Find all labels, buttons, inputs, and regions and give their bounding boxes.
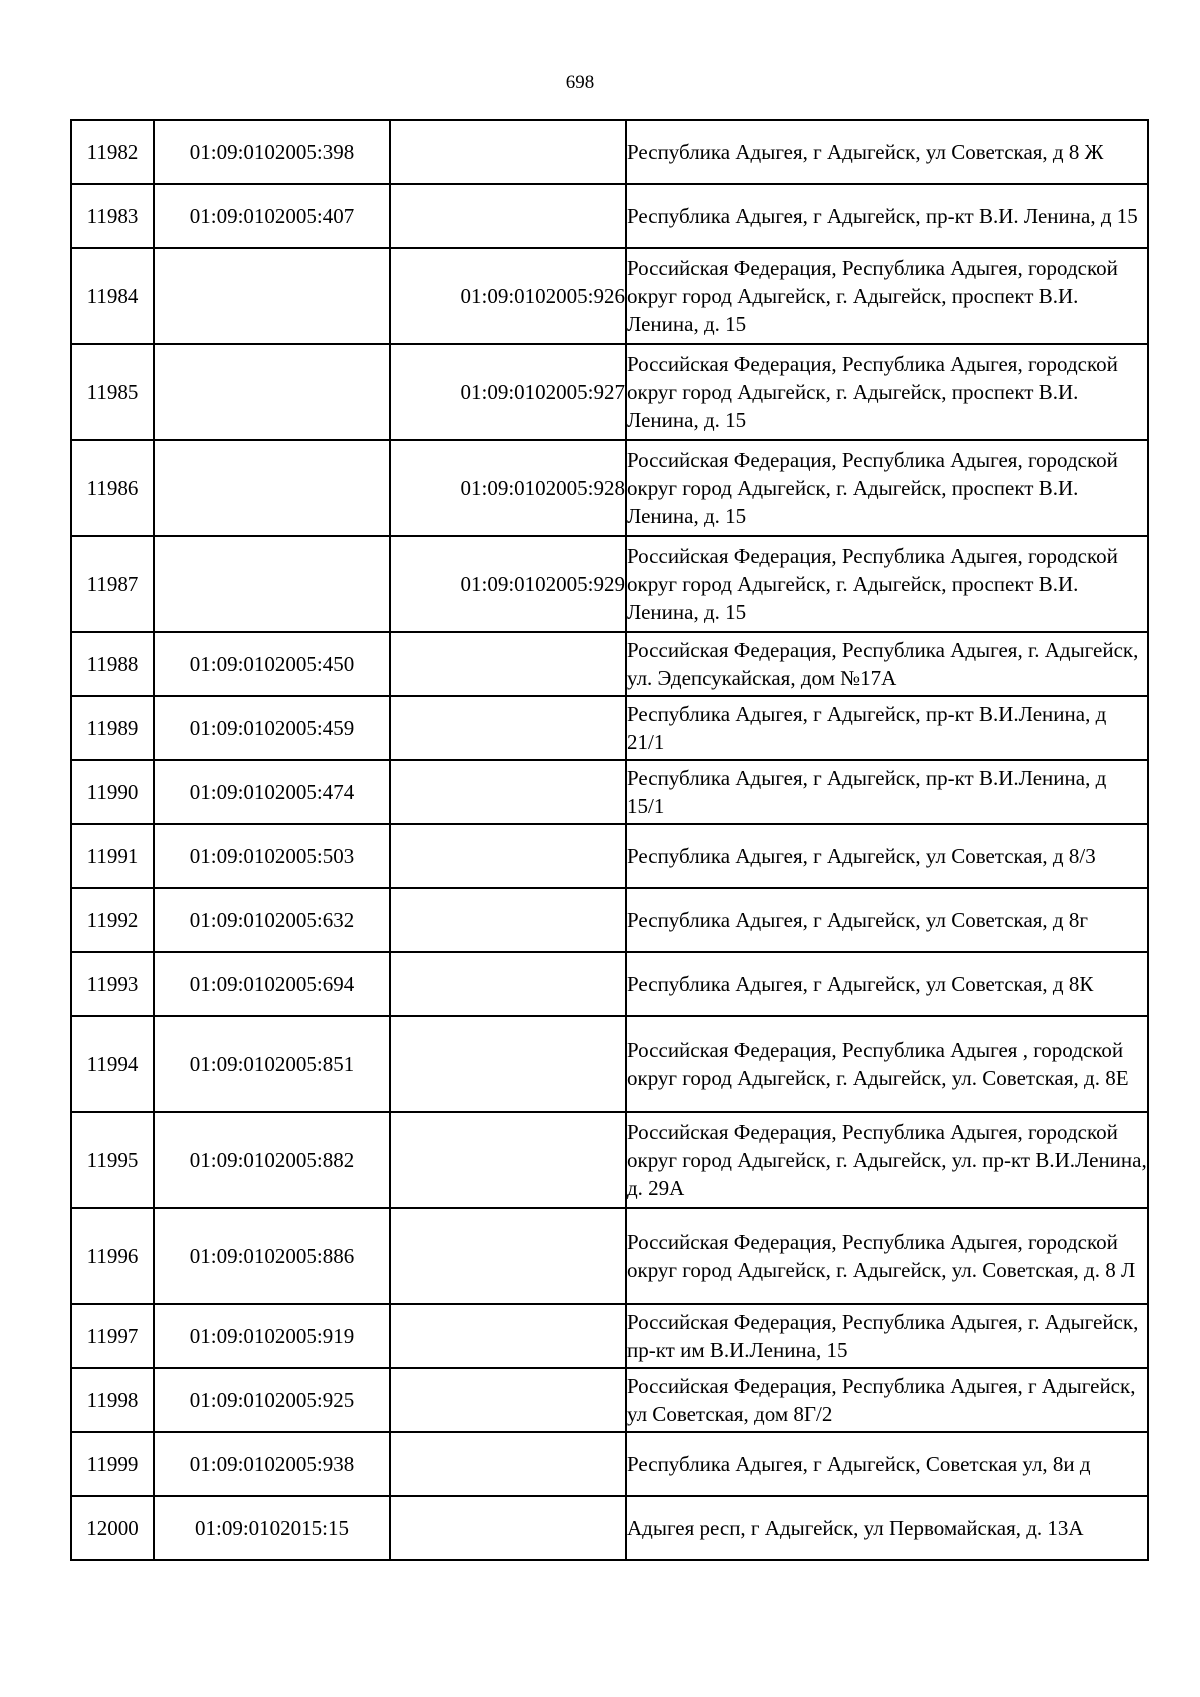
row-number-cell: 11995 [71, 1112, 154, 1208]
address-cell: Республика Адыгея, г Адыгейск, пр-кт В.И. Ленина, д 15 [626, 184, 1148, 248]
building-number-cell [390, 1208, 626, 1304]
table-row [71, 824, 1148, 888]
address-cell: Российская Федерация, Республика Адыгея, городской округ город Адыгейск, г. Адыгейск, проспект В.И. Ленина, д. 15 [626, 344, 1148, 440]
row-number-cell: 11996 [71, 1208, 154, 1304]
cadastral-number-cell: 01:09:0102005:632 [154, 888, 390, 952]
cadastral-number-cell [154, 248, 390, 344]
building-number-cell [390, 1016, 626, 1112]
address-cell: Республика Адыгея, г Адыгейск, ул Советская, д 8К [626, 952, 1148, 1016]
address-cell: Российская Федерация, Республика Адыгея, г Адыгейск, ул Советская, дом 8Г/2 [626, 1368, 1148, 1432]
address-cell: Российская Федерация, Республика Адыгея, городской округ город Адыгейск, г. Адыгейск, проспект В.И. Ленина, д. 15 [626, 440, 1148, 536]
row-number-cell: 11988 [71, 632, 154, 696]
building-number-cell [390, 888, 626, 952]
table-row [71, 1016, 1148, 1112]
table-row [71, 760, 1148, 824]
row-number-cell: 11998 [71, 1368, 154, 1432]
cadastral-number-cell: 01:09:0102015:15 [154, 1496, 390, 1560]
row-number-cell: 11992 [71, 888, 154, 952]
address-cell: Российская Федерация, Республика Адыгея, г. Адыгейск, ул. Эдепсукайская, дом №17А [626, 632, 1148, 696]
row-number-cell: 11985 [71, 344, 154, 440]
row-number-cell: 11984 [71, 248, 154, 344]
cadastral-number-cell [154, 440, 390, 536]
building-number-cell [390, 1368, 626, 1432]
address-cell: Республика Адыгея, г Адыгейск, пр-кт В.И.Ленина, д 21/1 [626, 696, 1148, 760]
row-number-cell: 11990 [71, 760, 154, 824]
table-row [71, 888, 1148, 952]
building-number-cell [390, 632, 626, 696]
address-cell: Российская Федерация, Республика Адыгея, г. Адыгейск, пр-кт им В.И.Ленина, 15 [626, 1304, 1148, 1368]
table-row [71, 440, 1148, 536]
cadastral-number-cell: 01:09:0102005:450 [154, 632, 390, 696]
row-number-cell: 11997 [71, 1304, 154, 1368]
row-number-cell: 11991 [71, 824, 154, 888]
page-number: 698 [565, 72, 595, 93]
table-row [71, 1304, 1148, 1368]
address-cell: Республика Адыгея, г Адыгейск, ул Советская, д 8г [626, 888, 1148, 952]
row-number-cell: 11999 [71, 1432, 154, 1496]
row-number-cell: 11993 [71, 952, 154, 1016]
table-row [71, 1432, 1148, 1496]
cadastral-number-cell: 01:09:0102005:886 [154, 1208, 390, 1304]
address-cell: Российская Федерация, Республика Адыгея, городской округ город Адыгейск, г. Адыгейск, ул. Советская, д. 8 Л [626, 1208, 1148, 1304]
cadastral-number-cell: 01:09:0102005:503 [154, 824, 390, 888]
building-number-cell [390, 1304, 626, 1368]
table-row [71, 344, 1148, 440]
building-number-cell [390, 760, 626, 824]
cadastral-number-cell: 01:09:0102005:919 [154, 1304, 390, 1368]
cadastral-number-cell: 01:09:0102005:851 [154, 1016, 390, 1112]
table-row [71, 1496, 1148, 1560]
table-row [71, 184, 1148, 248]
address-cell: Российская Федерация, Республика Адыгея , городской округ город Адыгейск, г. Адыгейск, ул. Советская, д. 8Е [626, 1016, 1148, 1112]
row-number-cell: 11987 [71, 536, 154, 632]
address-cell: Российская Федерация, Республика Адыгея, городской округ город Адыгейск, г. Адыгейск, проспект В.И. Ленина, д. 15 [626, 248, 1148, 344]
building-number-cell [390, 1432, 626, 1496]
row-number-cell: 11983 [71, 184, 154, 248]
cadastral-number-cell: 01:09:0102005:459 [154, 696, 390, 760]
registry-table [70, 119, 1149, 1561]
cadastral-number-cell [154, 536, 390, 632]
building-number-cell [390, 1112, 626, 1208]
row-number-cell: 11982 [71, 120, 154, 184]
address-cell: Адыгея респ, г Адыгейск, ул Первомайская, д. 13А [626, 1496, 1148, 1560]
address-cell: Российская Федерация, Республика Адыгея, городской округ город Адыгейск, г. Адыгейск, проспект В.И. Ленина, д. 15 [626, 536, 1148, 632]
building-number-cell: 01:09:0102005:927 [390, 344, 626, 440]
table-row [71, 696, 1148, 760]
cadastral-number-cell: 01:09:0102005:694 [154, 952, 390, 1016]
building-number-cell [390, 696, 626, 760]
address-cell: Российская Федерация, Республика Адыгея, городской округ город Адыгейск, г. Адыгейск, ул. пр-кт В.И.Ленина, д. 29А [626, 1112, 1148, 1208]
table-row [71, 120, 1148, 184]
table-row [71, 1208, 1148, 1304]
cadastral-number-cell: 01:09:0102005:398 [154, 120, 390, 184]
cadastral-number-cell: 01:09:0102005:925 [154, 1368, 390, 1432]
registry-table-body [71, 120, 1148, 1560]
building-number-cell: 01:09:0102005:928 [390, 440, 626, 536]
building-number-cell [390, 120, 626, 184]
row-number-cell: 11994 [71, 1016, 154, 1112]
building-number-cell: 01:09:0102005:929 [390, 536, 626, 632]
row-number-cell: 11986 [71, 440, 154, 536]
row-number-cell: 11989 [71, 696, 154, 760]
address-cell: Республика Адыгея, г Адыгейск, Советская ул, 8и д [626, 1432, 1148, 1496]
table-row [71, 952, 1148, 1016]
table-row [71, 632, 1148, 696]
cadastral-number-cell [154, 344, 390, 440]
cadastral-number-cell: 01:09:0102005:882 [154, 1112, 390, 1208]
cadastral-number-cell: 01:09:0102005:474 [154, 760, 390, 824]
address-cell: Республика Адыгея, г Адыгейск, ул Советская, д 8/3 [626, 824, 1148, 888]
address-cell: Республика Адыгея, г Адыгейск, ул Советская, д 8 Ж [626, 120, 1148, 184]
cadastral-number-cell: 01:09:0102005:938 [154, 1432, 390, 1496]
row-number-cell: 12000 [71, 1496, 154, 1560]
address-cell: Республика Адыгея, г Адыгейск, пр-кт В.И.Ленина, д 15/1 [626, 760, 1148, 824]
cadastral-number-cell: 01:09:0102005:407 [154, 184, 390, 248]
building-number-cell [390, 1496, 626, 1560]
building-number-cell [390, 184, 626, 248]
building-number-cell [390, 824, 626, 888]
building-number-cell: 01:09:0102005:926 [390, 248, 626, 344]
table-row [71, 1112, 1148, 1208]
table-row [71, 536, 1148, 632]
table-row [71, 1368, 1148, 1432]
table-row [71, 248, 1148, 344]
building-number-cell [390, 952, 626, 1016]
